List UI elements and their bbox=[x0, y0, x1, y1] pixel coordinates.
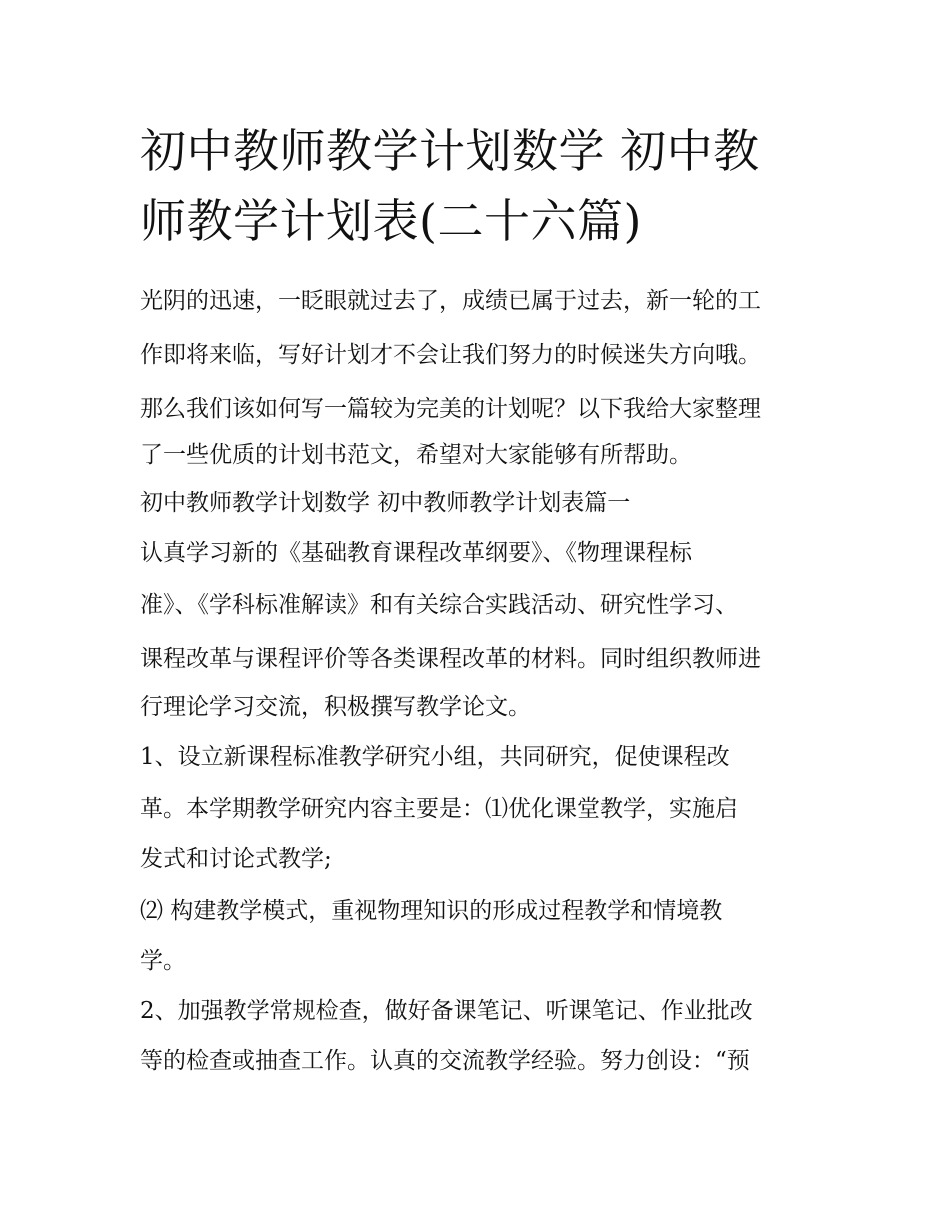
paragraph-line: 行理论学习交流，积极撰写教学论文。 bbox=[140, 694, 531, 720]
list-item-line: 1、设立新课程标准教学研究小组，共同研究，促使课程改 bbox=[140, 744, 730, 770]
list-item-line: 革。本学期教学研究内容主要是：⑴优化课堂教学，实施启 bbox=[140, 796, 738, 822]
list-item-line: 等的检查或抽查工作。认真的交流教学经验。努力创设：“预 bbox=[140, 1048, 750, 1074]
paragraph-line: 认真学习新的《基础教育课程改革纲要》、《物理课程标 bbox=[140, 540, 692, 566]
paragraph-line: 那么我们该如何写一篇较为完美的计划呢？以下我给大家整理 bbox=[140, 396, 761, 422]
document-title bbox=[140, 116, 820, 256]
list-item-line: 2、加强教学常规检查，做好备课笔记、听课笔记、作业批改 bbox=[140, 998, 753, 1024]
paragraph-line: 作即将来临，写好计划才不会让我们努力的时候迷失方向哦。 bbox=[140, 342, 761, 368]
paragraph-line: 课程改革与课程评价等各类课程改革的材料。同时组织教师进 bbox=[140, 646, 761, 672]
paragraph-line: 准》、《学科标准解读》和有关综合实践活动、研究性学习、 bbox=[140, 592, 738, 618]
title-line: 师教学计划表(二十六篇) bbox=[140, 194, 642, 248]
paragraph-line: 光阴的迅速，一眨眼就过去了，成绩已属于过去，新一轮的工 bbox=[140, 288, 761, 314]
list-item-line: ⑵ 构建教学模式，重视物理知识的形成过程教学和情境教 bbox=[140, 898, 723, 924]
section-heading: 初中教师教学计划数学 初中教师教学计划表篇一 bbox=[140, 490, 631, 516]
title-line: 初中教师教学计划数学 初中教 bbox=[140, 124, 760, 178]
list-item-line: 学。 bbox=[140, 948, 186, 974]
paragraph-line: 了一些优质的计划书范文，希望对大家能够有所帮助。 bbox=[140, 442, 692, 468]
list-item-line: 发式和讨论式教学; bbox=[140, 846, 332, 872]
